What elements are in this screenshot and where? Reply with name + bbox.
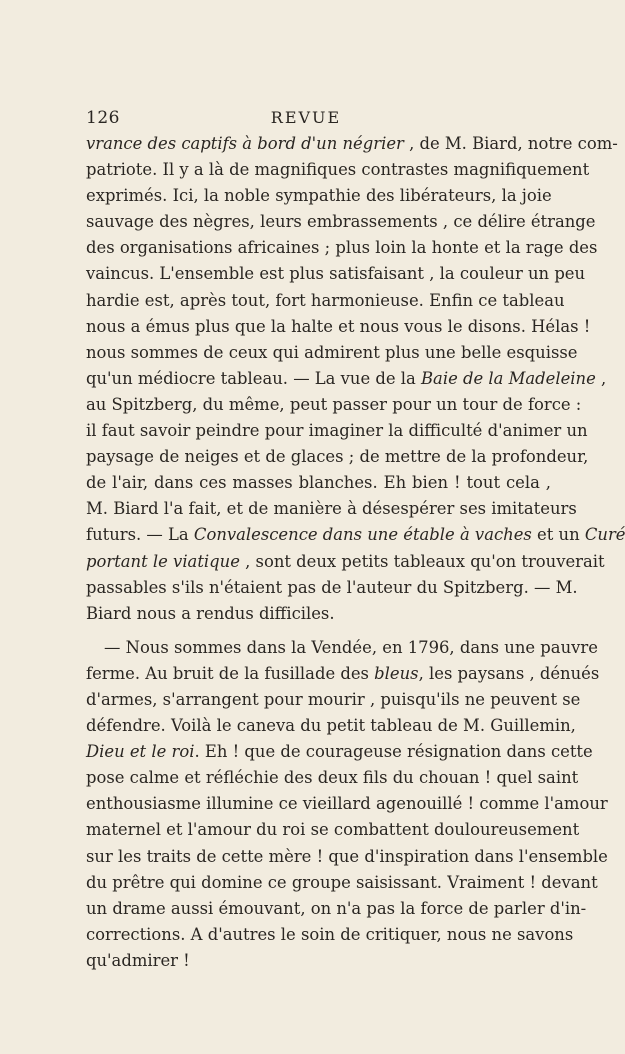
text-run: des organisations africaines ; plus loin la honte et la rage des — [86, 238, 598, 258]
text-line — [86, 288, 565, 314]
text-line — [86, 340, 578, 366]
text-line — [86, 575, 578, 601]
text-line — [86, 131, 618, 157]
text-line — [86, 948, 551, 974]
italic-title: Convalescence dans une étable à vaches — [193, 525, 532, 545]
text-run: un drame aussi émouvant, on n'a pas la force de parler d'in- — [86, 898, 587, 918]
text-run: d'armes, s'arrangent pour mourir , puisqu'ils ne peuvent se — [86, 689, 581, 709]
text-run: sauvage des nègres, leurs embrassements , ce délire étrange — [86, 212, 596, 232]
text-run: patriote. Il y a là de magnifiques contrastes magnifiquement — [86, 160, 590, 180]
text-line — [86, 713, 576, 739]
text-run: enthousiasme illumine ce vieillard agenouillé ! comme l'amour — [86, 794, 608, 814]
text-line — [86, 157, 590, 183]
text-run: , les paysans , dénués — [418, 663, 600, 683]
paragraph — [86, 131, 625, 627]
text-run: hardie est, après tout, fort harmonieuse. Enfin ce tableau — [86, 290, 565, 310]
text-line — [86, 314, 591, 340]
page-number: 126 — [86, 108, 120, 128]
text-line — [86, 844, 608, 870]
text-line — [86, 183, 551, 209]
text-line — [86, 496, 577, 522]
text-line — [86, 791, 608, 817]
text-line — [86, 739, 593, 765]
text-run: nous sommes de ceux qui admirent plus une belle esquisse — [86, 342, 578, 362]
page-header — [86, 108, 526, 132]
text-run: du prêtre qui domine ce groupe saisissant. Vraiment ! devant — [86, 872, 598, 892]
italic-title: portant le viatique — [86, 551, 240, 571]
text-run: qu'un médiocre tableau. — La vue de la — [86, 368, 422, 388]
italic-title: bleus — [374, 663, 419, 683]
paragraph — [86, 635, 608, 974]
text-run: Biard nous a rendus difficiles. — [86, 603, 335, 623]
text-line — [86, 635, 598, 661]
text-run: . Eh ! que de courageuse résignation dans cette — [194, 742, 593, 762]
text-line — [86, 235, 598, 261]
text-run: il faut savoir peindre pour imaginer la difficulté d'animer un — [86, 421, 588, 441]
text-line — [86, 896, 587, 922]
text-line — [86, 870, 598, 896]
text-run: , — [595, 368, 607, 388]
italic-title: Dieu et le roi — [86, 742, 195, 762]
text-line — [86, 470, 551, 496]
text-run: passables s'ils n'étaient pas de l'auteur du Spitzberg. — M. — [86, 577, 578, 597]
text-line — [86, 444, 589, 470]
text-line — [86, 392, 582, 418]
italic-title: vrance des captifs à bord d'un négrier — [86, 134, 404, 153]
text-run: au Spitzberg, du même, peut passer pour un tour de force : — [86, 394, 582, 414]
text-line — [86, 418, 588, 444]
text-run: défendre. Voilà le caneva du petit tableau de M. Guillemin, — [86, 716, 576, 736]
text-run: nous a émus plus que la halte et nous vous le disons. Hélas ! — [86, 316, 591, 336]
text-line — [86, 922, 574, 948]
italic-title: Curé — [584, 525, 625, 545]
text-line — [86, 817, 580, 843]
text-run: et un — [531, 525, 585, 545]
text-run: M. Biard l'a fait, et de manière à désespérer ses imitateurs — [86, 499, 577, 519]
text-run: , sont deux petits tableaux qu'on trouverait — [239, 551, 605, 571]
body-text — [86, 131, 625, 974]
text-run: de l'air, dans ces masses blanches. Eh bien ! tout cela , — [86, 473, 551, 493]
text-run: vaincus. L'ensemble est plus satisfaisant , la couleur un peu — [86, 264, 586, 284]
text-run: sur les traits de cette mère ! que d'inspiration dans l'ensemble — [86, 846, 608, 866]
text-line — [86, 261, 586, 287]
text-line — [86, 765, 579, 791]
text-line — [86, 687, 581, 713]
text-line — [86, 209, 596, 235]
text-line — [86, 601, 551, 627]
text-run: maternel et l'amour du roi se combattent douloureusement — [86, 820, 580, 840]
text-run: , de M. Biard, notre com- — [403, 134, 618, 153]
text-run: — Nous sommes dans la Vendée, en 1796, dans une pauvre — [104, 637, 598, 657]
text-run: ferme. Au bruit de la fusillade des — [86, 663, 375, 683]
running-title: REVUE — [270, 108, 342, 127]
text-run: exprimés. Ici, la noble sympathie des libérateurs, la joie — [86, 186, 552, 206]
text-run: qu'admirer ! — [86, 950, 190, 970]
text-line — [86, 549, 605, 575]
text-line — [86, 522, 625, 548]
text-run: paysage de neiges et de glaces ; de mettre de la profondeur, — [86, 447, 589, 467]
text-run: corrections. A d'autres le soin de critiquer, nous ne savons — [86, 924, 574, 944]
text-run: futurs. — La — [86, 525, 194, 545]
text-line — [86, 366, 607, 392]
text-line — [86, 661, 600, 687]
italic-title: Baie de la Madeleine — [421, 368, 596, 388]
text-run: pose calme et réfléchie des deux fils du chouan ! quel saint — [86, 768, 579, 788]
